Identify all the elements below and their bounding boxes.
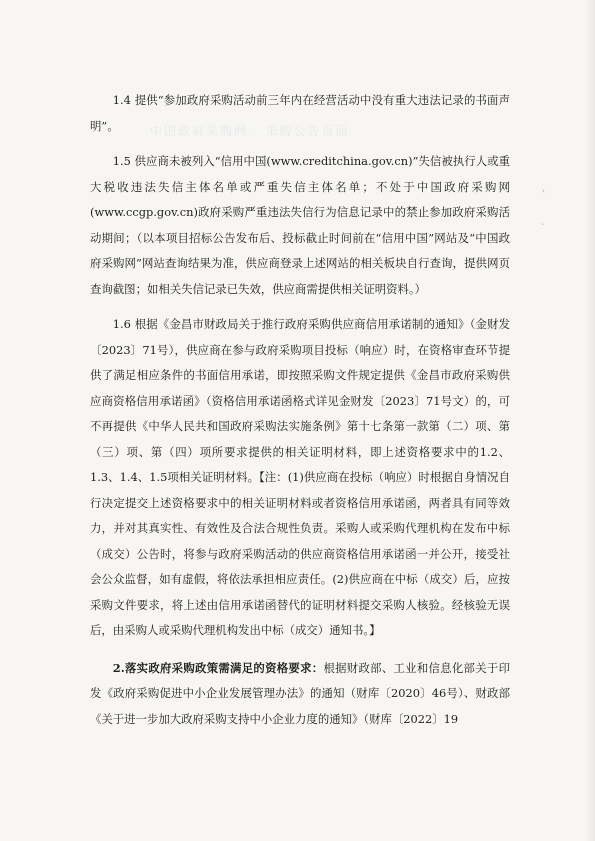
margin-mark: ヽ — [539, 187, 547, 196]
page-edge-shadow — [585, 0, 595, 841]
paragraph-1-5: 1.5 供应商未被列入“信用中国(www.creditchina.gov.cn)”失信被执行人或重大税收违法失信主体名单或严重失信主体名单；不处于中国政府采购网(www.ccgp.gov.cn)政府采购严重违法失信行为信息记录中的禁止参加政府采购活动期间；（以本项目招标公告发布后、投标截止时间前在“信用中国”网站及“中国政府采购网”网站查询结果为准，供应商登录上述网站的相关板块自行查询，提供网页查询截图；如相关失信记录已失效，供应商需提供相关证明资料。） — [90, 154, 510, 296]
document-body — [90, 88, 510, 744]
margin-mark: ` — [541, 223, 545, 232]
paragraph-1-6: 1.6 根据《金昌市财政局关于推行政府采购供应商信用承诺制的通知》（金财发〔2023〕71号），供应商在参与政府采购项目投标（响应）时，在资格审查环节提供了满足相应条件的书面信用承诺，即按照采购文件规定提供《金昌市政府采购供应商资格信用承诺函》（资格信用承诺函格式详见金财发〔2023〕71号文）的，可不再提供《中华人民共和国政府采购法实施条例》第十七条第一款第（二）项、第（三）项、第（四）项所要求提供的相关证明材料，即上述资格要求中的1.2、1.3、1.4、1.5项相关证明材料。【注：(1)供应商在投标（响应）时根据自身情况自行决定提交上述资格要求中的相关证明材料或者资格信用承诺函，两者具有同等效力，并对其真实性、有效性及合法合规性负责。采购人或采购代理机构在发布中标（成交）公告时，将参与政府采购活动的供应商资格信用承诺函一并公开，接受社会公众监督，如有虚假，将依法承担相应责任。(2)供应商在中标（成交）后，应按采购文件要求，将上述由信用承诺函替代的证明材料提交采购人核验。经核验无误后，由采购人或采购代理机构发出中标（成交）通知书。】 — [90, 317, 510, 637]
section-2-text: 根据财政部、工业和信息化部关于印发《政府采购促进中小企业发展管理办法》的通知（财库〔2020〕46号）、财政部《关于进一步加大政府采购支持中小企业力度的通知》（财库〔2022〕19 — [90, 660, 510, 726]
paragraph-2 — [90, 656, 510, 733]
section-2-heading: 2.落实政府采购政策需满足的资格要求： — [112, 660, 324, 675]
paragraph-1-4: 1.4 提供“参加政府采购活动前三年内在经营活动中没有重大违法记录的书面声明”。 — [90, 93, 510, 133]
faint-watermark: 中国政府采购网 · 采购公告页面 — [150, 124, 350, 138]
